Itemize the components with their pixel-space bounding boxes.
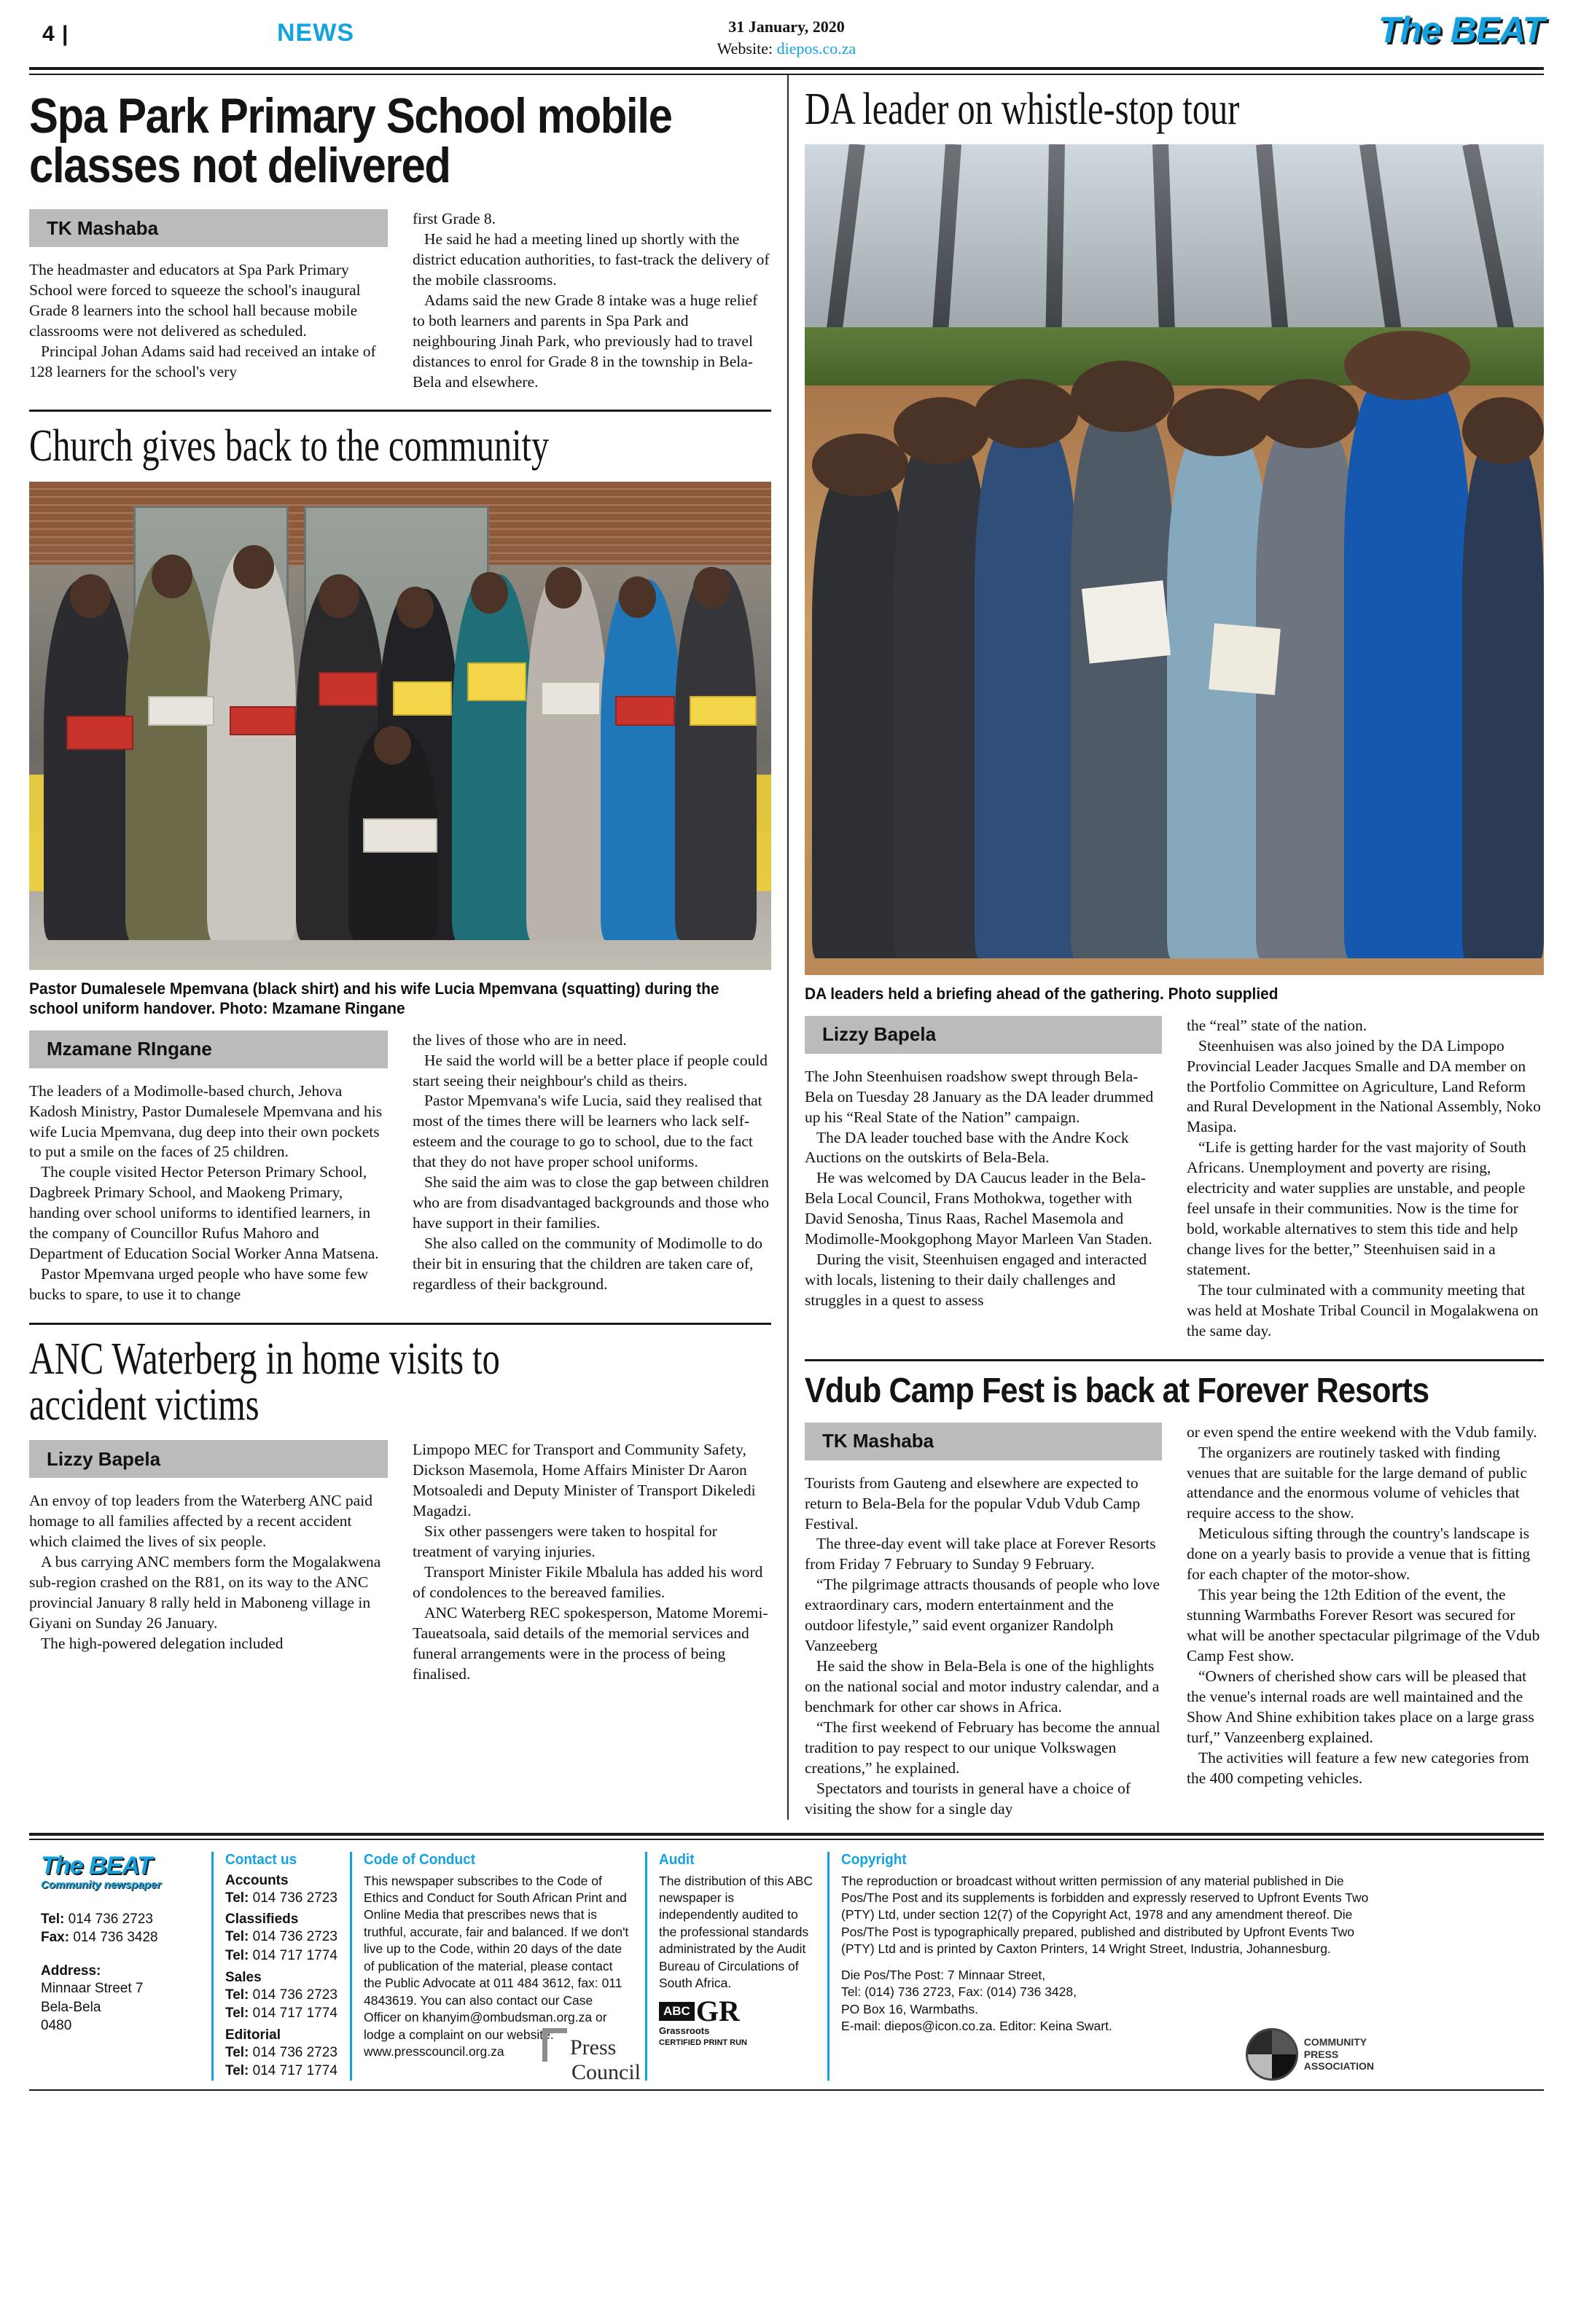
paragraph: Pastor Mpemvana's wife Lucia, said they realised that most of the times there will be learners who lack self-esteem and the courage to go to school, due to the fact that they do not have proper school uniforms.: [413, 1092, 762, 1171]
tel-value: 014 736 2723: [252, 1890, 337, 1906]
tel-label: Tel:: [225, 2044, 249, 2060]
headline-church: Church gives back to the community: [29, 421, 550, 472]
contact-editorial-tel-2: [225, 2062, 338, 2081]
paragraph: The activities will feature a few new categories from the 400 competing vehicles.: [1187, 1748, 1529, 1787]
paragraph: She also called on the community of Modimolle to do their bit in ensuring that the children are taken care of, regardless of their background.: [413, 1235, 762, 1293]
paragraph: The headmaster and educators at Spa Park Primary School were forced to squeeze the school's inaugural Grade 8 learners into the school hall because mobile classrooms were not delivered as scheduled.: [29, 261, 361, 340]
contact-group-accounts-label: Accounts: [225, 1872, 289, 1888]
paragraph: Pastor Mpemvana urged people who have some few bucks to spare, to use it to change: [29, 1265, 369, 1304]
tel-value: 014 717 1774: [252, 2063, 337, 2079]
footer: [0, 1833, 1573, 2091]
paragraph: Principal Johan Adams said had received an intake of 128 learners for the school's very: [29, 342, 376, 380]
tel-label: Tel:: [225, 1987, 249, 2003]
footer-tel-line: [41, 1910, 200, 1929]
press-council-mark-icon: [542, 2028, 567, 2062]
paragraph: She said the aim was to close the gap between children who are from disadvantaged backgrounds and those who have support in their families.: [413, 1173, 769, 1232]
contact-classifieds-tel-2: [225, 1947, 338, 1965]
paragraph: “Life is getting harder for the vast majority of South Africans. Unemployment and poverty are rising, electricity and water supplies are unstable, and people feel unsafe in their communities. Now is the time for bold, workable alternatives to stem this tide and help change lives for the better,” Steenhuisen said in a statement.: [1187, 1138, 1526, 1278]
caption-da-photo: DA leaders held a briefing ahead of the gathering. Photo supplied: [805, 985, 1279, 1003]
copyright-heading: Copyright: [841, 1851, 907, 1868]
paragraph: “The first weekend of February has become the annual tradition to pay respect to our unique Volkswagen creations,” he explained.: [805, 1718, 1160, 1777]
article-spa-park: [29, 88, 771, 392]
headline-spa-park: Spa Park Primary School mobile classes not delivered: [29, 88, 672, 193]
paragraph: Tourists from Gauteng and elsewhere are expected to return to Bela-Bela for the popular Vdub Vdub Camp Festival.: [805, 1474, 1141, 1533]
paragraph: He was welcomed by DA Caucus leader in the Bela-Bela Local Council, Frans Mothokwa, together with David Senosha, Tinus Raas, Rachel Masemola and Modimolle-Mookgophong Mayor Marleen Van Staden.: [805, 1169, 1152, 1248]
contact-sales-tel-2: [225, 2004, 338, 2023]
code-of-conduct-heading: Code of Conduct: [364, 1851, 476, 1868]
press-council-logo: [542, 2028, 641, 2084]
footer-beat-tagline: Community newspaper: [41, 1878, 162, 1891]
section-divider: [805, 1359, 1544, 1361]
contact-editorial-tel-1: [225, 2043, 338, 2062]
paragraph: The leaders of a Modimolle-based church, Jehova Kadosh Ministry, Pastor Dumalesele Mpemvana and his wife Lucia Mpemvana, dug deep into their own pockets to put a smile on the faces of 25 children.: [29, 1081, 383, 1161]
website-url[interactable]: diepos.co.za: [776, 39, 856, 58]
footer-address-line-3: 0480: [41, 2018, 72, 2034]
byline-church: Mzamane RIngane: [29, 1030, 388, 1068]
tel-label: Tel:: [225, 1929, 249, 1945]
masthead: [0, 0, 1573, 67]
cpa-text: [1304, 2036, 1374, 2073]
tel-value: 014 736 2723: [252, 1987, 337, 2003]
article-church: [29, 423, 771, 1305]
cpa-line-1: COMMUNITY: [1303, 2035, 1367, 2048]
footer-fax-value: 014 736 3428: [73, 1930, 158, 1946]
vdub-col-1: [805, 1423, 1162, 1820]
photo-da-leaders-briefing: [805, 144, 1544, 975]
da-col-2: [1187, 1016, 1544, 1342]
paragraph: The John Steenhuisen roadshow swept through Bela-Bela on Tuesday 28 January as the DA leader drummed up his “Real State of the Nation” campaign.: [805, 1067, 1154, 1126]
tel-label: Tel:: [225, 2006, 249, 2022]
contact-group-sales-label: Sales: [225, 1969, 262, 1985]
code-of-conduct-body: This newspaper subscribes to the Code of Ethics and Conduct for South African Print and Online Media that prescribes news that is truthful, accurate, fair and balanced. If we don't live up to the Code, within 20 days of the date of publication of the material, please contact the Public Advocate at 011 484 3612, fax: 011 4843619. You can also contact our Case Officer on khanyim@ombudsman.org.za or lodge a complaint on our website: www.presscouncil.org.za: [364, 1873, 629, 2059]
section-label: NEWS: [277, 19, 354, 47]
footer-address-line-2: Bela-Bela: [41, 1999, 101, 2015]
paragraph: This year being the 12th Edition of the event, the stunning Warmbaths Forever Resort was secured for what will be another spectacular pilgrimage of the Vdub Camp Fest show.: [1187, 1586, 1540, 1664]
anc-col-2: [413, 1440, 771, 1684]
spa-park-col-2: [413, 209, 771, 392]
paragraph: The DA leader touched base with the Andre Kock Auctions on the outskirts of Bela-Bela.: [805, 1128, 1129, 1167]
byline-anc: Lizzy Bapela: [29, 1440, 388, 1478]
beat-logo[interactable]: The BEAT: [1378, 9, 1544, 50]
section-divider: [29, 410, 771, 412]
footer-fax-label: Fax:: [41, 1930, 70, 1946]
paragraph: Limpopo MEC for Transport and Community Safety, Dickson Masemola, Home Affairs Minister Dr Aaron Motsoaledi and Deputy Minister of Transport Dikeledi Magadzi.: [413, 1441, 756, 1520]
paragraph: or even spend the entire weekend with the Vdub family.: [1187, 1423, 1537, 1441]
footer-beat-logo: The BEAT: [41, 1851, 152, 1879]
da-col-1: [805, 1016, 1162, 1342]
grassroots-mark-icon: GR: [695, 1994, 740, 2027]
footer-fax-line: [41, 1928, 200, 1947]
copyright-contact-line-4: E-mail: diepos@icon.co.za. Editor: Keina Swart.: [841, 2019, 1112, 2034]
website-line: [0, 38, 1573, 60]
tel-label: Tel:: [225, 1890, 249, 1906]
footer-audit: [645, 1852, 827, 2081]
caption-church-photo: Pastor Dumalesele Mpemvana (black shirt) and his wife Lucia Mpemvana (squatting) during the school uniform handover. Photo: Mzamane Ringane: [29, 979, 719, 1018]
photo-church-uniform-handover: [29, 482, 771, 970]
church-col-2: [413, 1030, 771, 1305]
contact-classifieds-tel-1: [225, 1928, 338, 1947]
headline-vdub: Vdub Camp Fest is back at Forever Resorts: [805, 1371, 1429, 1410]
paragraph: Meticulous sifting through the country's landscape is done on a yearly basis to provide a venue that is fitting for each chapter of the motor-show.: [1187, 1525, 1531, 1584]
tel-label: Tel:: [225, 2063, 249, 2079]
paragraph: A bus carrying ANC members form the Mogalakwena sub-region crashed on the R81, on its way to the ANC provincial January 8 rally held in Maboneng village in Giyani on Sunday 26 January.: [29, 1553, 381, 1632]
audit-heading: Audit: [659, 1851, 695, 1868]
footer-contact-us: [211, 1852, 350, 2081]
contact-us-heading: Contact us: [225, 1851, 297, 1868]
tel-value: 014 717 1774: [252, 2006, 337, 2022]
footer-tel-label: Tel:: [41, 1911, 65, 1927]
press-council-line-2: Council: [571, 2060, 641, 2085]
article-da-leader: [805, 87, 1544, 1342]
paragraph: Transport Minister Fikile Mbalula has added his word of condolences to the bereaved families.: [413, 1563, 763, 1602]
press-council-line-1: Press: [570, 2035, 617, 2060]
spa-park-col-1: [29, 209, 388, 392]
paragraph: The tour culminated with a community meeting that was held at Moshate Tribal Council in Mogalakwena on the same day.: [1187, 1280, 1539, 1339]
paragraph: The high-powered delegation included: [41, 1635, 284, 1653]
paragraph: Steenhuisen was also joined by the DA Limpopo Provincial Leader Jacques Smalle and DA member on the Portfolio Committee on Agriculture, Land Reform and Rural Development in the National Assembly, Noko Masipa.: [1187, 1036, 1541, 1136]
article-anc-waterberg: [29, 1334, 771, 1685]
footer-rule-thick: [29, 1833, 1544, 1836]
paragraph: The organizers are routinely tasked with finding venues that are suitable for the large demand of public attendance and the enormous volume of vehicles that require access to the show.: [1187, 1443, 1528, 1522]
paragraph: Six other passengers were taken to hospital for treatment of varying injuries.: [413, 1522, 717, 1561]
byline-vdub: TK Mashaba: [805, 1423, 1162, 1460]
paragraph: He said the show in Bela-Bela is one of the highlights on the national social and motor industry calendar, and a benchmark for other car shows in Africa.: [805, 1657, 1160, 1715]
copyright-contact-line-3: PO Box 16, Warmbaths.: [841, 2001, 979, 2016]
paragraph: The couple visited Hector Peterson Primary School, Dagbreek Primary School, and Maokeng Primary, handing over school uniforms to identified learners, in the company of Councillor Rufus Mahoro and Department of Education Social Worker Anna Matsena.: [29, 1163, 379, 1263]
cpa-emblem-icon: [1246, 2028, 1298, 2081]
paragraph: first Grade 8.: [413, 210, 496, 227]
footer-code-of-conduct: [350, 1851, 645, 2085]
cpa-line-2: PRESS: [1303, 2048, 1339, 2060]
cpa-line-3: ASSOCIATION: [1303, 2060, 1374, 2073]
paragraph: “Owners of cherished show cars will be pleased that the venue's internal roads are well maintained and the Show And Shine exhibition takes place on a large grass turf,” Vanzeenberg explained.: [1187, 1667, 1534, 1746]
copyright-body: The reproduction or broadcast without written permission of any material published in Die Pos/The Post and its supplements is forbidden and expressly reserved to Upfront Events Two (PTY) Ltd, under section 12(7) of the Copyright Act, 1978 and any amendment thereof. Die Pos/The Post is typographically prepared, published and distributed by Upfront Events Two (PTY) Ltd and is printed by Caxton Printers, 14 Wright Street, Industria, Johannesburg.: [841, 1873, 1369, 1957]
copyright-contact-line-1: Die Pos/The Post: 7 Minnaar Street,: [841, 1967, 1046, 1982]
issue-date: 31 January, 2020: [728, 17, 845, 36]
paragraph: the “real” state of the nation.: [1187, 1016, 1367, 1034]
abc-badge: ABC: [659, 2002, 695, 2021]
paragraph: Adams said the new Grade 8 intake was a huge relief to both learners and parents in Spa Park and neighbouring Jinah Park, who previously had to travel distances to enrol for Grade 8 in the township in Bela-Bela and elsewhere.: [413, 291, 758, 391]
footer-address-label: Address:: [41, 1963, 101, 1979]
grassroots-sub-2: CERTIFIED PRINT RUN: [659, 2038, 747, 2047]
anc-col-1: [29, 1440, 388, 1684]
tel-value: 014 736 2723: [252, 2044, 337, 2060]
contact-group-editorial-label: Editorial: [225, 2027, 281, 2043]
footer-tel-value: 014 736 2723: [68, 1911, 153, 1927]
paragraph: ANC Waterberg REC spokesperson, Matome Moremi-Taueatsoala, said details of the memorial services and funeral arrangements were in the process of being finalised.: [413, 1603, 768, 1683]
paragraph: “The pilgrimage attracts thousands of people who love extraordinary cars, modern entertainment and the outdoor lifestyle,” said event organizer Randolph Vanzeeberg: [805, 1576, 1160, 1655]
paragraph: Spectators and tourists in general have a choice of visiting the show for a single day: [805, 1779, 1131, 1818]
tel-value: 014 717 1774: [252, 1947, 337, 1963]
church-col-1: [29, 1030, 388, 1305]
contact-accounts-tel-1: [225, 1889, 338, 1908]
tel-value: 014 736 2723: [252, 1929, 337, 1945]
page-number: 4 |: [42, 22, 69, 46]
headline-da-leader: DA leader on whistle-stop tour: [805, 85, 1240, 134]
section-divider: [29, 1323, 771, 1325]
footer-copyright: [827, 1852, 1381, 2081]
paragraph: He said he had a meeting lined up shortly with the district education authorities, to fast-track the delivery of the mobile classrooms.: [413, 230, 770, 289]
contact-sales-tel-1: [225, 1986, 338, 2005]
masthead-center: [0, 16, 1573, 59]
byline-spa-park: TK Mashaba: [29, 209, 388, 247]
paragraph: An envoy of top leaders from the Waterberg ANC paid homage to all families affected by a recent accident which claimed the lives of six people.: [29, 1492, 372, 1551]
paragraph: the lives of those who are in need.: [413, 1030, 627, 1049]
paragraph: During the visit, Steenhuisen engaged and interacted with locals, listening to their daily challenges and struggles in a quest to assess: [805, 1251, 1147, 1310]
left-column: [29, 75, 787, 1820]
contact-group-classifieds-label: Classifieds: [225, 1912, 299, 1928]
right-column: [787, 75, 1544, 1820]
grassroots-sub-1: Grassroots: [659, 2024, 710, 2036]
copyright-contact-line-2: Tel: (014) 736 2723, Fax: (014) 736 3428,: [841, 1984, 1077, 2000]
paragraph: He said the world will be a better place if people could start seeing their neighbour's child as theirs.: [413, 1051, 768, 1089]
headline-anc: ANC Waterberg in home visits to accident victims: [29, 1334, 500, 1431]
community-press-association-logo: [1246, 2028, 1374, 2081]
paragraph: The three-day event will take place at Forever Resorts from Friday 7 February to Sunday 9 February.: [805, 1535, 1156, 1573]
abc-grassroots-logo: [659, 1994, 816, 2027]
audit-body: The distribution of this ABC newspaper is independently audited to the professional standards administrated by the Audit Bureau of Circulations of South Africa.: [659, 1873, 813, 1991]
vdub-col-2: [1187, 1423, 1544, 1820]
footer-address-line-1: Minnaar Street 7: [41, 1980, 144, 1996]
footer-bottom-rule: [29, 2089, 1544, 2091]
page-body: [0, 75, 1573, 1820]
tel-label: Tel:: [225, 1947, 249, 1963]
website-label: Website:: [717, 39, 773, 58]
article-vdub: [805, 1373, 1544, 1820]
footer-identity: [29, 1852, 211, 2081]
byline-da: Lizzy Bapela: [805, 1016, 1162, 1054]
